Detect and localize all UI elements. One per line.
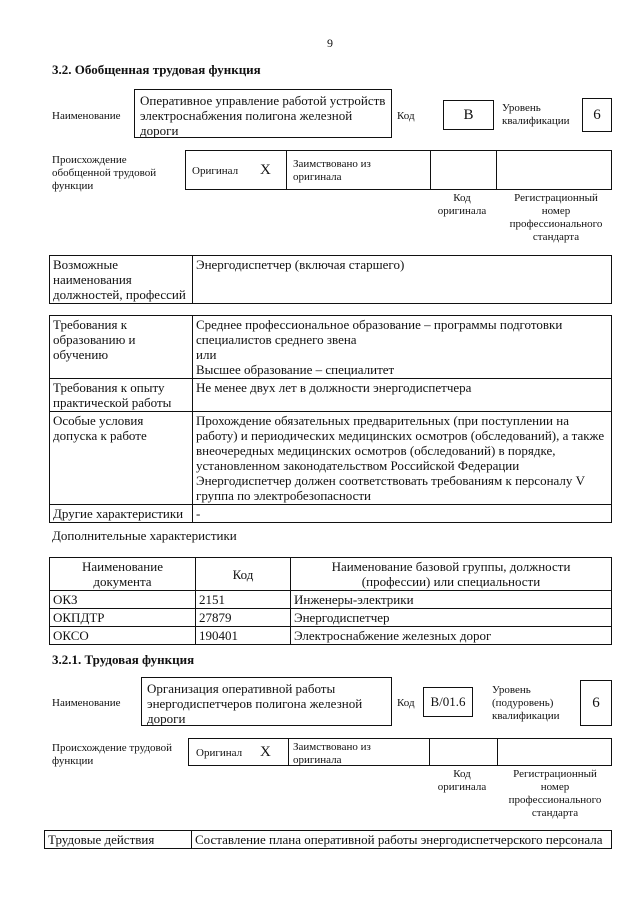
- table-header-row: [50, 558, 612, 591]
- original-mark: X: [260, 162, 271, 178]
- lf-origin-box: [188, 738, 612, 766]
- original-label: Оригинал: [192, 165, 239, 177]
- requirement-value: -: [193, 505, 612, 523]
- reg-number-label: Регистрационный номер профессионального стандарта: [509, 192, 603, 243]
- group-cell: Энергодиспетчер: [291, 609, 612, 627]
- code-cell: 2151: [196, 591, 291, 609]
- positions-label: Возможные наименования должностей, профессий: [50, 256, 193, 304]
- labor-function-heading: 3.2.1. Трудовая функция: [52, 652, 195, 667]
- lf-code-value: B/01.6: [423, 687, 473, 717]
- header-document: Наименование документа: [50, 558, 196, 591]
- doc-cell: ОКПДТР: [50, 609, 196, 627]
- code-label: Код: [397, 110, 415, 122]
- code-original-label: Код оригинала: [437, 192, 487, 217]
- requirement-label: Другие характеристики: [50, 505, 193, 523]
- origin-box: [185, 150, 612, 190]
- positions-value: Энергодиспетчер (включая старшего): [193, 256, 612, 304]
- labor-actions-label: Трудовые действия: [45, 831, 192, 849]
- requirement-label: Требования к образованию и обучению: [50, 316, 193, 379]
- origin-label: Происхождение обобщенной трудовой функции: [52, 154, 157, 192]
- lf-level-value: 6: [580, 680, 612, 726]
- lf-reg-number-label: Регистрационный номер профессионального стандарта: [508, 768, 602, 819]
- code-cell: 190401: [196, 627, 291, 645]
- lf-name-label: Наименование: [52, 697, 121, 709]
- table-row: [50, 591, 612, 609]
- table-row: [50, 379, 612, 412]
- lf-code-label: Код: [397, 697, 415, 709]
- requirement-value: Среднее профессиональное образование – программы подготовки специалистов среднего звена или Высшее образование – специалитет: [193, 316, 612, 379]
- lf-level-label: Уровень (подуровень) квалификации: [492, 684, 560, 722]
- borrowed-label: Заимствовано из оригинала: [293, 158, 371, 183]
- table-row: [50, 505, 612, 523]
- level-label: Уровень квалификации: [502, 102, 570, 127]
- group-cell: Электроснабжение железных дорог: [291, 627, 612, 645]
- labor-actions-value: Составление плана оперативной работы энергодиспетчерского персонала: [192, 831, 612, 849]
- positions-table: [49, 255, 612, 304]
- doc-cell: ОКСО: [50, 627, 196, 645]
- lf-name-value: Организация оперативной работы энергодиспетчеров полигона железной дороги: [141, 677, 392, 726]
- requirement-value: Не менее двух лет в должности энергодиспетчера: [193, 379, 612, 412]
- additional-title: Дополнительные характеристики: [52, 528, 237, 543]
- name-label: Наименование: [52, 110, 121, 122]
- additional-table: [49, 557, 612, 645]
- name-value: Оперативное управление работой устройств электроснабжения полигона железной дороги: [134, 89, 392, 138]
- header-code: Код: [196, 558, 291, 591]
- code-value: B: [443, 100, 494, 130]
- lf-code-original-label: Код оригинала: [437, 768, 487, 793]
- lf-borrowed-label: Заимствовано из оригинала: [293, 741, 371, 766]
- section-heading: 3.2. Обобщенная трудовая функция: [52, 62, 261, 77]
- table-row: [50, 627, 612, 645]
- requirement-label: Требования к опыту практической работы: [50, 379, 193, 412]
- table-row: [50, 316, 612, 379]
- requirement-value: Прохождение обязательных предварительных (при поступлении на работу) и периодических медицинских осмотров (обследований), а также внеочередных медицинских осмотров (обследований) в порядке, установленном законодательством Российской Федерации Энергодиспетчер должен соответствовать требованиям к персоналу V группа по электробезопасности: [193, 412, 612, 505]
- code-cell: 27879: [196, 609, 291, 627]
- lf-original-label: Оригинал: [196, 747, 243, 759]
- requirement-label: Особые условия допуска к работе: [50, 412, 193, 505]
- table-row: [50, 609, 612, 627]
- table-row: [45, 831, 612, 849]
- table-row: [50, 412, 612, 505]
- level-value: 6: [582, 98, 612, 132]
- page-number: 9: [327, 36, 333, 50]
- doc-cell: ОКЗ: [50, 591, 196, 609]
- requirements-table: [49, 315, 612, 523]
- lf-origin-label: Происхождение трудовой функции: [52, 742, 173, 767]
- header-group: Наименование базовой группы, должности (профессии) или специальности: [291, 558, 612, 591]
- group-cell: Инженеры-электрики: [291, 591, 612, 609]
- labor-actions-table: [44, 830, 612, 849]
- lf-original-mark: X: [260, 744, 271, 760]
